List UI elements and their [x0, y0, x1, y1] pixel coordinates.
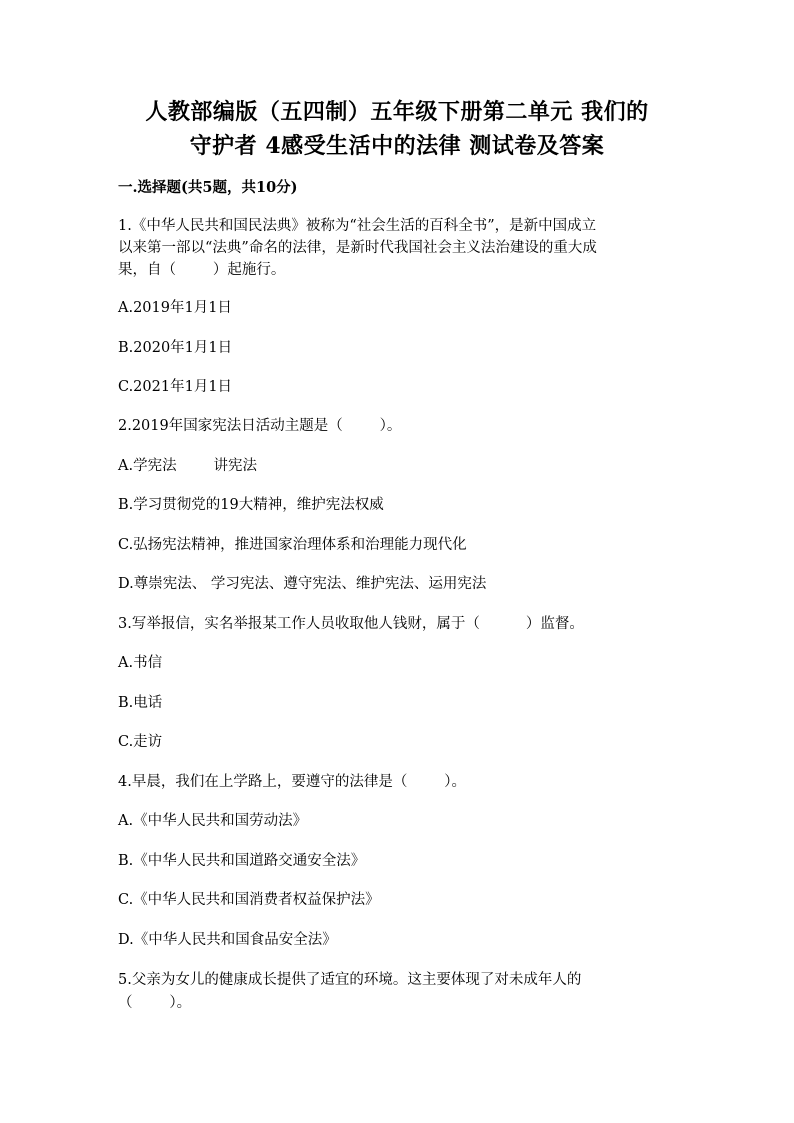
- question-2-option-c: C.弘扬宪法精神，推进国家治理体系和治理能力现代化: [118, 537, 467, 553]
- question-4-option-b: B.《中华人民共和国道路交通安全法》: [118, 853, 366, 869]
- question-3-stem-line-1: 3.写举报信，实名举报某工作人员收取他人钱财，属于（ ）监督。: [118, 616, 584, 632]
- question-1-option-c: C.2021年1月1日: [118, 379, 233, 395]
- question-3-option-a: A.书信: [118, 655, 163, 671]
- question-1-option-b: B.2020年1月1日: [118, 340, 233, 356]
- question-2-option-b: B.学习贯彻党的19大精神，维护宪法权威: [118, 497, 384, 513]
- question-1-stem-line-2: 以来第一部以“法典”命名的法律，是新时代我国社会主义法治建设的重大成: [118, 240, 597, 256]
- question-1-stem-line-1: 1.《中华人民共和国民法典》被称为“社会生活的百科全书”，是新中国成立: [118, 218, 597, 234]
- question-4-option-d: D.《中华人民共和国食品安全法》: [118, 932, 337, 948]
- question-3-option-b: B.电话: [118, 695, 163, 711]
- question-1-stem-line-3: 果，自（ ）起施行。: [118, 262, 286, 278]
- question-1-option-a: A.2019年1月1日: [118, 300, 232, 316]
- question-5-stem-line-1: 5.父亲为女儿的健康成长提供了适宜的环境。这主要体现了对未成年人的: [118, 972, 582, 988]
- question-4-option-a: A.《中华人民共和国劳动法》: [118, 813, 308, 829]
- document-title-line-1: 人教部编版（五四制）五年级下册第二单元 我们的: [145, 99, 649, 125]
- question-2-option-a: A.学宪法 讲宪法: [118, 458, 257, 474]
- section-heading: 一.选择题(共5题，共10分): [118, 179, 298, 196]
- question-5-stem-line-2: （ ）。: [118, 995, 192, 1011]
- question-3-option-c: C.走访: [118, 734, 163, 750]
- question-2-option-d: D.尊崇宪法、 学习宪法、遵守宪法、维护宪法、运用宪法: [118, 576, 487, 592]
- question-4-option-c: C.《中华人民共和国消费者权益保护法》: [118, 892, 380, 908]
- question-4-stem-line-1: 4.早晨，我们在上学路上，要遵守的法律是（ ）。: [118, 774, 466, 790]
- question-2-stem-line-1: 2.2019年国家宪法日活动主题是（ ）。: [118, 418, 402, 434]
- document-title-line-2: 守护者 4感受生活中的法律 测试卷及答案: [189, 133, 605, 159]
